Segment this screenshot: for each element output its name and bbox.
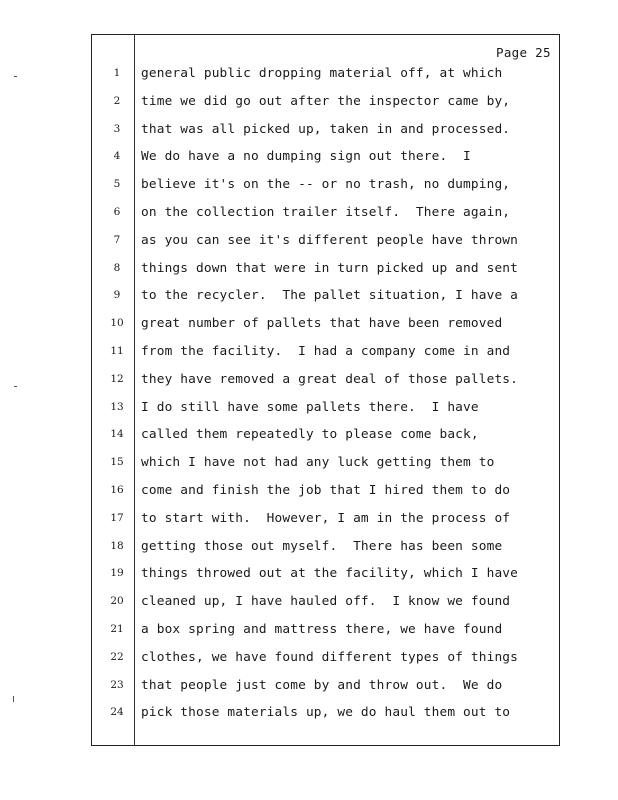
transcript-line: clothes, we have found different types of things: [141, 649, 519, 665]
line-number: 21: [110, 623, 124, 635]
transcript-line: time we did go out after the inspector came by,: [141, 93, 511, 109]
scan-mark: [14, 76, 17, 77]
transcript-line: as you can see it's different people have thrown: [141, 232, 519, 248]
transcript-line: getting those out myself. There has been some: [141, 538, 503, 554]
line-number: 3: [113, 122, 121, 135]
line-number: 14: [110, 428, 124, 441]
transcript-line: I do still have some pallets there. I have: [141, 399, 479, 415]
line-number: 15: [110, 456, 124, 469]
line-number: 17: [110, 511, 124, 524]
line-number: 8: [113, 261, 121, 274]
line-number: 11: [110, 345, 124, 357]
line-number: 20: [110, 595, 124, 608]
line-number: 1: [113, 67, 121, 79]
transcript-line: believe it's on the -- or no trash, no dumping,: [141, 177, 511, 193]
page-number: Page 25: [496, 45, 551, 60]
transcript-line: come and finish the job that I hired them to do: [141, 483, 511, 498]
line-number: 19: [110, 567, 124, 580]
line-number: 12: [110, 372, 124, 385]
transcript-line: a box spring and mattress there, we have found: [141, 622, 503, 637]
line-number: 18: [110, 539, 124, 552]
line-number: 10: [110, 317, 124, 330]
line-number: 16: [110, 484, 124, 496]
transcript-line: cleaned up, I have hauled off. I know we found: [141, 594, 511, 610]
transcript-page-frame: [91, 34, 560, 746]
line-number: 23: [110, 678, 124, 691]
line-number: 6: [113, 206, 121, 218]
scan-mark: [14, 386, 17, 387]
transcript-line: which I have not had any luck getting them to: [141, 455, 495, 471]
transcript-line: from the facility. I had a company come in and: [141, 344, 511, 359]
transcript-line: general public dropping material off, at which: [141, 66, 503, 81]
line-number: 22: [110, 650, 124, 663]
line-number: 9: [113, 289, 121, 302]
line-number: 13: [110, 400, 124, 413]
transcript-line: things down that were in turn picked up and sent: [141, 260, 519, 276]
transcript-line: that people just come by and throw out. We do: [141, 677, 503, 693]
line-number-margin-rule: [134, 34, 135, 746]
transcript-line: they have removed a great deal of those pallets.: [141, 371, 519, 387]
line-number: 5: [113, 178, 121, 191]
transcript-line: We do have a no dumping sign out there. I: [141, 149, 471, 165]
line-number: 2: [113, 94, 121, 107]
line-number: 7: [113, 233, 121, 246]
transcript-line: great number of pallets that have been removed: [141, 316, 503, 332]
scan-mark: [13, 696, 14, 702]
transcript-line: pick those materials up, we do haul them out to: [141, 705, 511, 721]
transcript-line: to start with. However, I am in the process of: [141, 510, 511, 526]
transcript-line: to the recycler. The pallet situation, I have a: [141, 288, 519, 304]
transcript-line: that was all picked up, taken in and processed.: [141, 121, 511, 137]
line-number: 24: [110, 706, 124, 719]
line-number: 4: [113, 150, 121, 163]
transcript-line: called them repeatedly to please come back,: [141, 427, 479, 443]
transcript-line: on the collection trailer itself. There again,: [141, 205, 511, 220]
transcript-line: things throwed out at the facility, which I have: [141, 566, 519, 582]
